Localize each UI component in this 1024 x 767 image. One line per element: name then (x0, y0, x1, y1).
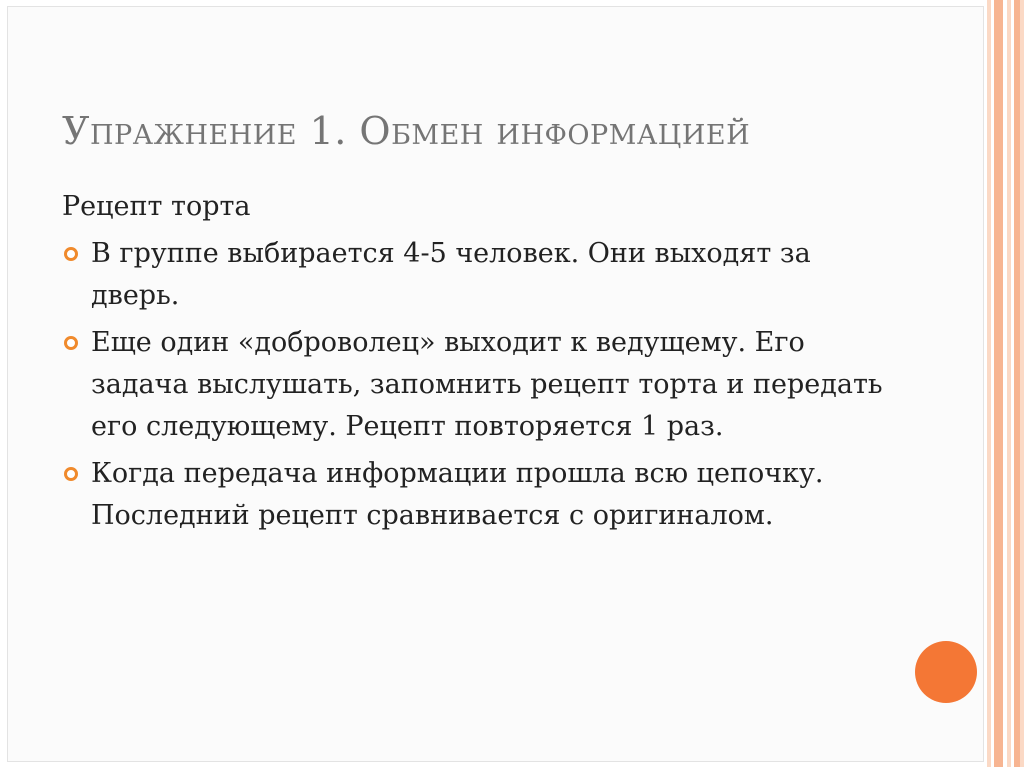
ring-bullet-icon (64, 247, 78, 261)
bullet-list (62, 233, 902, 537)
bullet-item (62, 233, 902, 317)
bullet-text: В группе выбирается 4-5 человек. Они выходят за дверь. (91, 238, 811, 311)
decorative-stripes (987, 0, 1024, 767)
stripe (1020, 0, 1024, 767)
bullet-text: Еще один «доброволец» выходит к ведущему. Его задача выслушать, запомнить рецепт торта и передать его следующему. Рецепт повторяется 1 раз. (91, 327, 883, 442)
orange-circle-icon (915, 641, 977, 703)
bullet-item (62, 322, 902, 448)
bullet-item (62, 453, 902, 537)
subheading: Рецепт торта (62, 191, 251, 222)
bullet-text: Когда передача информации прошла всю цепочку. Последний рецепт сравнивается с оригиналом. (91, 458, 824, 531)
ring-bullet-icon (64, 336, 78, 350)
stripe (994, 0, 1003, 767)
slide-content (62, 186, 902, 542)
slide-title: Упражнение 1. Обмен информацией (62, 109, 751, 153)
ring-bullet-icon (64, 467, 78, 481)
